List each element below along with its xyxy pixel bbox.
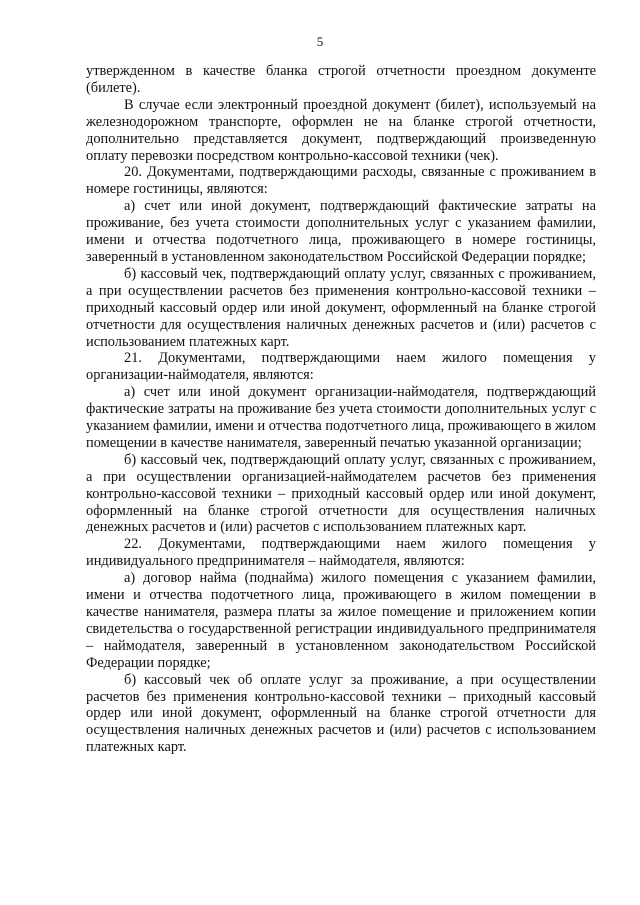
paragraph-item-22-b: б) кассовый чек об оплате услуг за проживание, а при осуществлении расчетов без применения контрольно-кассовой техники – приходный кассовый ордер или иной документ, оформленный на бланке строгой отчетности для осуществления наличных денежных расчетов и (или) расчетов с использованием платежных карт. — [86, 671, 596, 756]
paragraph-continuation: утвержденном в качестве бланка строгой отчетности проездном документе (билете). — [86, 63, 596, 96]
paragraph-item-20-b: б) кассовый чек, подтверждающий оплату услуг, связанных с проживанием, а при осуществлении расчетов без применения контрольно-кассовой техники – приходный кассовый ордер или иной документ, оформленный на бланке строгой отчетности для осуществления наличных денежных расчетов и (или) расчетов с использованием платежных карт. — [86, 265, 596, 350]
paragraph-item-21-b: б) кассовый чек, подтверждающий оплату услуг, связанных с проживанием, а при осуществлении организацией-наймодателем расчетов без применения контрольно-кассовой техники – приходный кассовый ордер или иной документ, оформленный на бланке строгой отчетности для осуществления наличных денежных расчетов и (или) расчетов с использованием платежных карт. — [86, 451, 596, 536]
paragraph-item-20: 20. Документами, подтверждающими расходы, связанные с проживанием в номере гостиницы, являются: — [86, 164, 596, 198]
paragraph-electronic-ticket: В случае если электронный проездной документ (билет), используемый на железнодорожном транспорте, оформлен не на бланке строгой отчетности, дополнительно представляется документ, подтверждающий произведенную оплату перевозки посредством контрольно-кассовой техники (чек). — [86, 96, 596, 164]
paragraph-item-22-a: а) договор найма (поднайма) жилого помещения с указанием фамилии, имени и отчества подотчетного лица, проживающего в жилом помещении в качестве нанимателя, размера платы за жилое помещение и приложением копии свидетельства о государственной регистрации индивидуального предпринимателя – наймодателя, заверенный в установленном законодательством Российской Федерации порядке; — [86, 570, 596, 671]
paragraph-item-21-a: а) счет или иной документ организации-наймодателя, подтверждающий фактические затраты на проживание без учета стоимости дополнительных услуг с указанием фамилии, имени и отчества подотчетного лица, проживающего в жилом помещении в качестве нанимателя, заверенный печатью указанной организации; — [86, 384, 596, 451]
paragraph-item-21: 21. Документами, подтверждающими наем жилого помещения у организации-наймодателя, являются: — [86, 350, 596, 384]
document-body — [86, 63, 596, 756]
page-number: 5 — [316, 34, 324, 49]
paragraph-item-22: 22. Документами, подтверждающими наем жилого помещения у индивидуального предпринимателя – наймодателя, являются: — [86, 536, 596, 570]
paragraph-item-20-a: а) счет или иной документ, подтверждающий фактические затраты на проживание, без учета стоимости дополнительных услуг с указанием фамилии, имени и отчества подотчетного лица, проживающего в номере гостиницы, заверенный в установленном законодательством Российской Федерации порядке; — [86, 198, 596, 265]
